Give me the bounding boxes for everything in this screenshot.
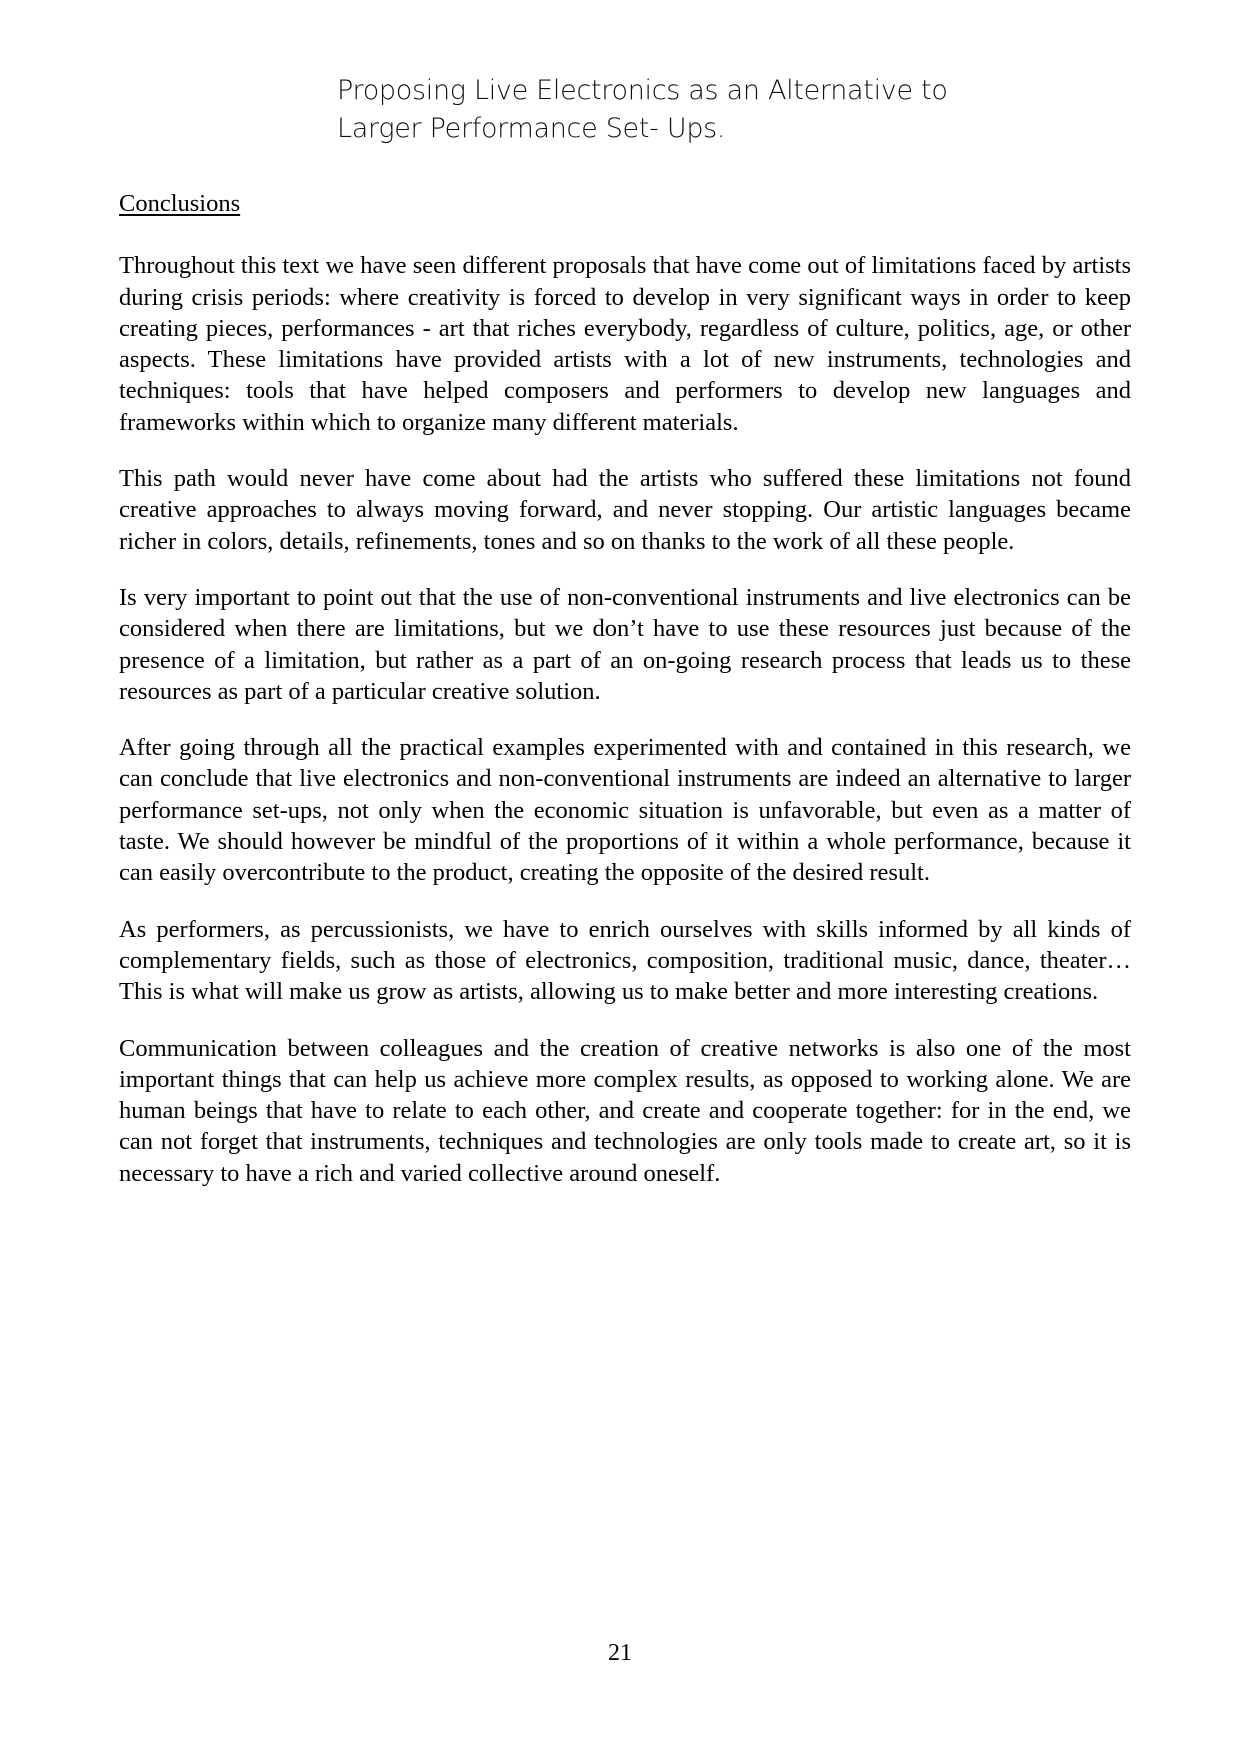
paragraph: Is very important to point out that the use of non-conventional instruments and live electronics can be considered when there are limitations, but we don’t have to use these resources just because of the presence of a limitation, but rather as a part of an on-going research process that leads us to these resources as part of a particular creative solution. bbox=[119, 583, 1131, 705]
running-header-title bbox=[337, 72, 948, 148]
header-title-line-1: Proposing Live Electronics as an Alternative to bbox=[337, 75, 948, 106]
header-title-line-2: Larger Performance Set- Ups. bbox=[337, 113, 726, 144]
paragraph: After going through all the practical examples experimented with and contained in this research, we can conclude that live electronics and non-conventional instruments are indeed an alternative to larger performance set-ups, not only when the economic situation is unfavorable, but even as a matter of taste. We should however be mindful of the proportions of it within a whole performance, because it can easily overcontribute to the product, creating the opposite of the desired result. bbox=[119, 734, 1131, 887]
paragraph: As performers, as percussionists, we have to enrich ourselves with skills informed by all kinds of complementary fields, such as those of electronics, composition, traditional music, dance, theater… This is what will make us grow as artists, allowing us to make better and more interesting creations. bbox=[119, 915, 1131, 1006]
paragraph: This path would never have come about had the artists who suffered these limitations not found creative approaches to always moving forward, and never stopping. Our artistic languages became richer in colors, details, refinements, tones and so on thanks to the work of all these people. bbox=[119, 465, 1131, 555]
document-body bbox=[119, 188, 1131, 1214]
page-number: 21 bbox=[608, 1640, 632, 1666]
paragraph: Communication between colleagues and the creation of creative networks is also one of the most important things that can help us achieve more complex results, as opposed to working alone. We are human beings that have to relate to each other, and create and cooperate together: for in the end, we can not forget that instruments, techniques and technologies are only tools made to create art, so it is necessary to have a rich and varied collective around oneself. bbox=[119, 1034, 1131, 1187]
paragraph: Throughout this text we have seen different proposals that have come out of limitations faced by artists during crisis periods: where creativity is forced to develop in very significant ways in order to keep creating pieces, performances - art that riches everybody, regardless of culture, politics, age, or other aspects. These limitations have provided artists with a lot of new instruments, technologies and techniques: tools that have helped composers and performers to develop new languages and frameworks within which to organize many different materials. bbox=[119, 252, 1131, 436]
section-heading: Conclusions bbox=[119, 190, 241, 217]
